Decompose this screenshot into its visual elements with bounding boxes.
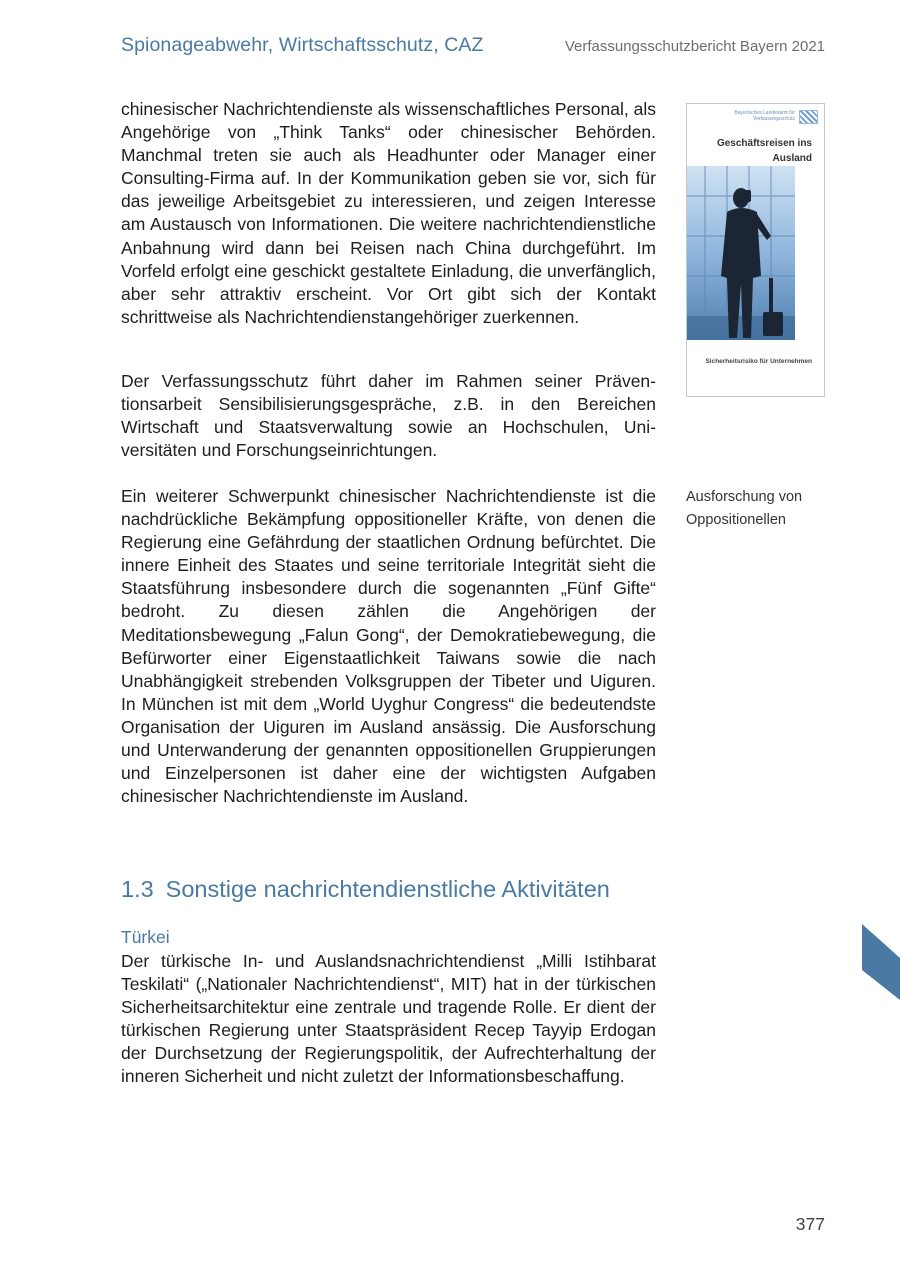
chapter-tab-marker: [862, 924, 900, 1000]
paragraph-turkey: Der türkische In- und Auslandsnachrichtendienst „Milli Istihbarat Teskilati“ („Nationaler Nachrichtendienst“, MIT) hat in der türkischen Sicherheitsarchitektur eine zentrale und tragende Rolle. Er dient der türkischen Regierung unter Staatspräsident Recep Tayyip Erdogan der Durchsetzung der Regierungspolitik, der Aufrechterhaltung der inneren Sicherheit und nicht zuletzt der Informationsbeschaffung.: [121, 951, 656, 1087]
subheading-country: Türkei: [121, 927, 170, 947]
brochure-footer: Sicherheitsrisiko für Unternehmen: [705, 358, 812, 365]
paragraph-recruitment: chinesischer Nachrichtendienste als wissenschaftliches Personal, als Angehörige von „Think Tanks“ oder chinesischer Behörden. Manchmal treten sie auch als Headhunter oder Manager einer Consulting-Firma auf. In der Kommunikation geben sie vor, sich für das jeweilige Arbeitsgebiet zu interessieren, und zeigen Interesse am Austausch von Informationen. Die weitere nachrichtendienstliche Anbahnung wird dann bei Reisen nach China durchgeführt. Im Vorfeld erfolgt eine geschickt gestaltete Einladung, die unverfänglich, aber sehr attraktiv erscheint. Vor Ort gibt sich der Kontakt schrittweise als Nachrichtendienstangehöriger zuerkennen.: [121, 99, 656, 327]
paragraph-opposition: Ein weiterer Schwerpunkt chinesischer Nachrichtendienste ist die nachdrückliche Bekämpfung oppositioneller Kräfte, von denen die Regierung eine Gefährdung der staatlichen Ordnung befürchtet. Die innere Einheit des Staates und seine territoriale Integrität sieht die Staatsführung insbesondere durch die sogenannten „Fünf Gifte“ bedroht. Zu diesen zählen die Angehörigen der Meditationsbewegung „Falun Gong“, der Demokratiebewegung, die Befürworter einer Eigenstaatlichkeit Taiwans sowie die nach Unabhängigkeit strebenden Volksgruppen der Tibeter und Uiguren. In München ist mit dem „World Uyghur Congress“ die bedeutendste Organisation der Uiguren im Ausland ansässig. Die Ausforschung und Unterwanderung der genannten oppositionellen Gruppierungen und Einzelpersonen ist daher eine der wichtigsten Aufgaben chinesischer Nachrichtendienste im Ausland.: [121, 486, 656, 807]
brochure-title: Geschäftsreisen ins Ausland: [716, 138, 812, 164]
section-heading: [121, 876, 610, 903]
running-header-chapter: Spionageabwehr, Wirtschaftsschutz, CAZ: [121, 34, 484, 56]
brochure-cover-image: [686, 103, 825, 397]
body-column: [121, 485, 656, 808]
silhouette-photo: [687, 166, 795, 340]
body-column: [121, 98, 656, 329]
section-number: 1.3: [121, 876, 154, 902]
running-header-publication: Verfassungsschutzbericht Bayern 2021: [564, 38, 825, 55]
paragraph-prevention: Der Verfassungsschutz führt daher im Rahmen seiner Präventionsarbeit Sensibilisierungsgespräche, z.B. in den Bereichen Wirtschaft und Staatsverwaltung sowie an Hochschulen, Universitäten und Forschungseinrichtungen.: [121, 371, 656, 461]
body-column: [121, 950, 656, 1089]
bavarian-crest-icon: [799, 110, 818, 124]
section-title-text: Sonstige nachrichtendienstliche Aktivitäten: [165, 876, 610, 902]
brochure-agency-label: Bayerisches Landesamt für Verfassungsschutz: [734, 110, 795, 122]
page-number: 377: [795, 1214, 825, 1234]
body-column: [121, 370, 656, 462]
margin-note: Ausforschung von Oppositionellen: [686, 489, 803, 528]
